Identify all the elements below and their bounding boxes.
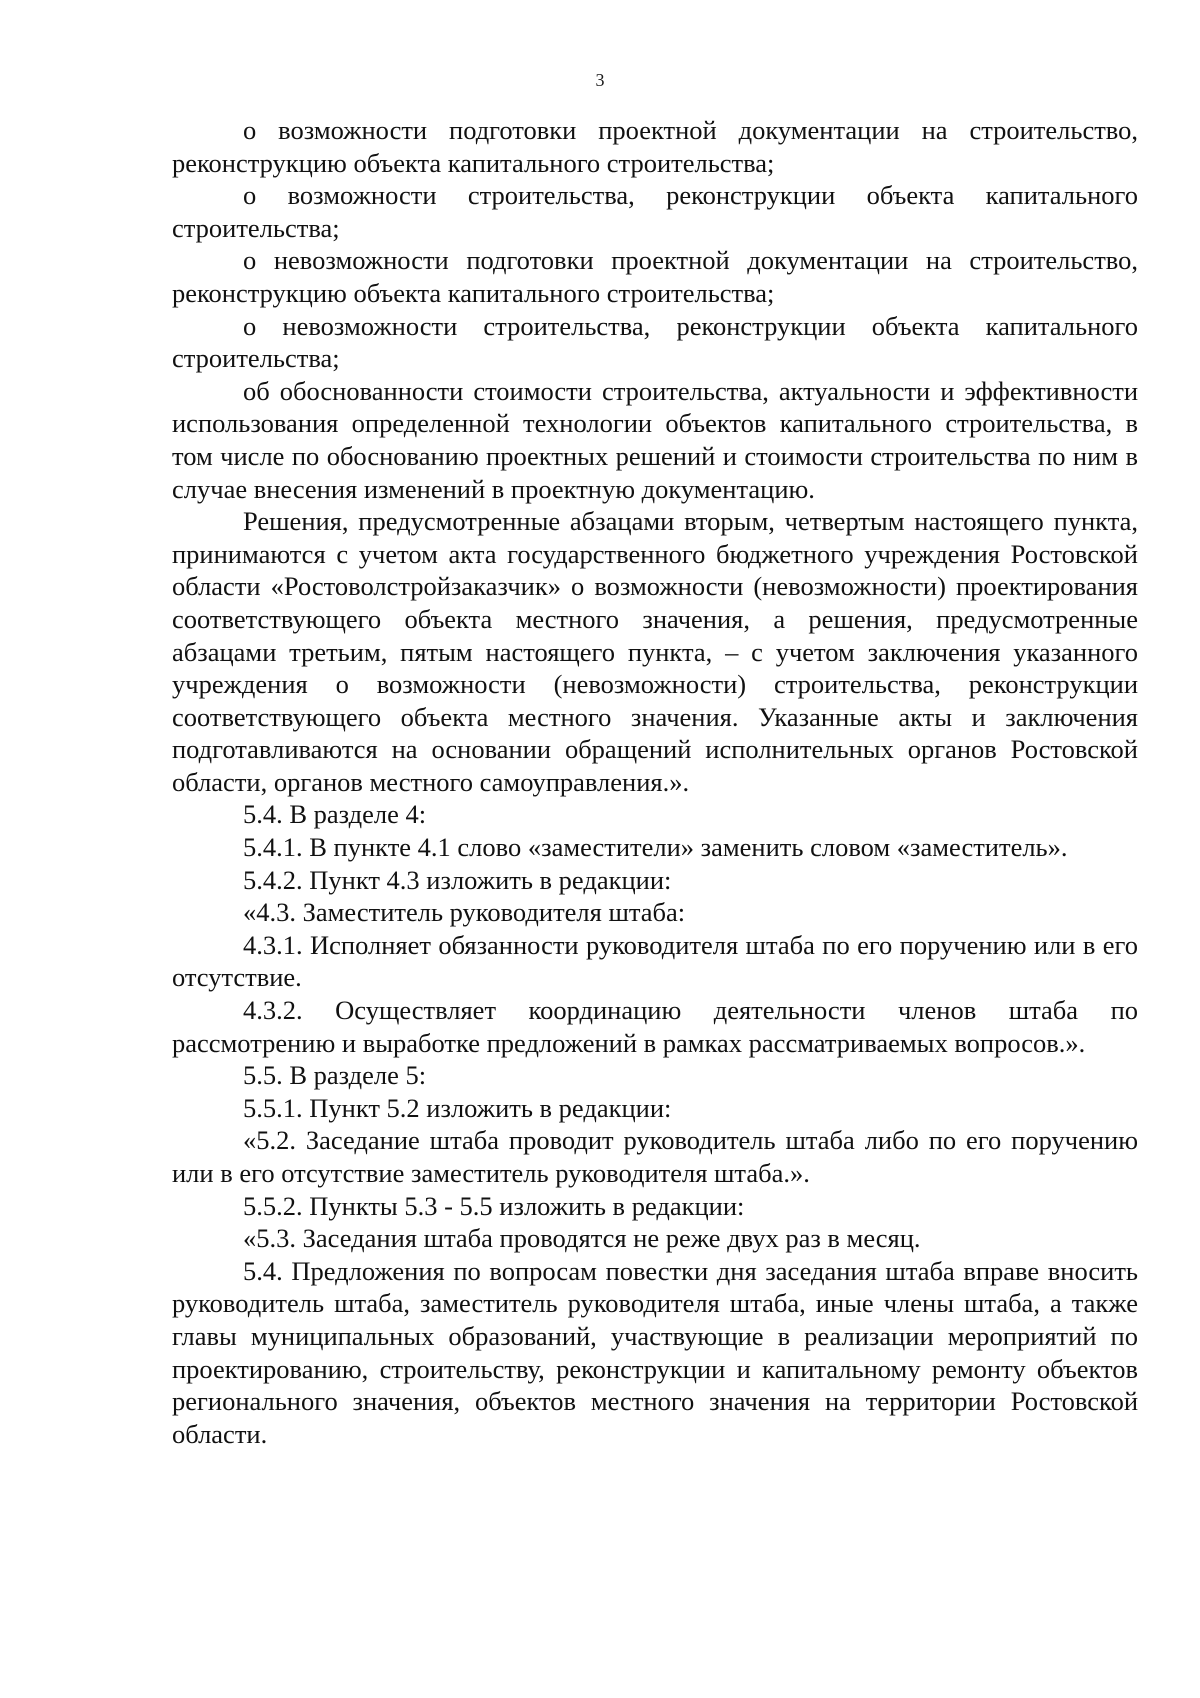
paragraph: 5.5. В разделе 5: [243,1060,427,1091]
paragraph: Решения, предусмотренные абзацами вторым, четвертым настоящего пункта, принимаются с учетом акта государственного бюджетного учреждения Ростовской области «Ростоволстройзаказчик» о возможности (невозможности) проектирования соответствующего объекта местного значения, а решения, предусмотренные абзацами третьим, пятым настоящего пункта, – с учетом заключения указанного учреждения о возможности (невозможности) строительства, реконструкции соответствующего объекта местного значения. Указанные акты и заключения подготавливаются на основании обращений исполнительных органов Ростовской области, органов местного самоуправления.». [172,506,1138,797]
paragraph: о невозможности подготовки проектной документации на строительство, реконструкцию объекта капитального строительства; [172,245,1138,308]
paragraph: 5.4.2. Пункт 4.3 изложить в редакции: [243,864,672,895]
paragraph: 5.5.2. Пункты 5.3 - 5.5 изложить в редакции: [243,1190,745,1221]
paragraph: 5.4. Предложения по вопросам повестки дня заседания штаба вправе вносить руководитель штаба, заместитель руководителя штаба, иные члены штаба, а также главы муниципальных образований, участвующие в реализации мероприятий по проектированию, строительству, реконструкции и капитальному ремонту объектов регионального значения, объектов местного значения на территории Ростовской области. [172,1255,1138,1449]
paragraph: 5.5.1. Пункт 5.2 изложить в редакции: [243,1092,672,1123]
paragraph: 4.3.1. Исполняет обязанности руководителя штаба по его поручению или в его отсутствие. [172,929,1138,993]
paragraph: 5.4. В разделе 4: [243,799,427,830]
paragraph: о возможности строительства, реконструкции объекта капитального строительства; [172,180,1138,243]
paragraph: об обоснованности стоимости строительства, актуальности и эффективности использования определенной технологии объектов капитального строительства, в том числе по обоснованию проектных решений и стоимости строительства по ним в случае внесения изменений в проектную документацию. [172,375,1138,504]
paragraph: о возможности подготовки проектной документации на строительство, реконструкцию объекта капитального строительства; [172,115,1138,178]
paragraph: «5.2. Заседание штаба проводит руководитель штаба либо по его поручению или в его отсутствие заместитель руководителя штаба.». [172,1125,1138,1188]
paragraph: 5.4.1. В пункте 4.1 слово «заместители» заменить словом «заместитель». [243,832,1068,863]
paragraph: 4.3.2. Осуществляет координацию деятельности членов штаба по рассмотрению и выработке предложений в рамках рассматриваемых вопросов.». [172,995,1138,1058]
document-body [172,114,1138,1450]
paragraph: «4.3. Заместитель руководителя штаба: [243,897,686,928]
page-number: 3 [595,70,605,90]
paragraph: о невозможности строительства, реконструкции объекта капитального строительства; [172,310,1138,374]
paragraph: «5.3. Заседания штаба проводятся не реже двух раз в месяц. [243,1223,921,1254]
